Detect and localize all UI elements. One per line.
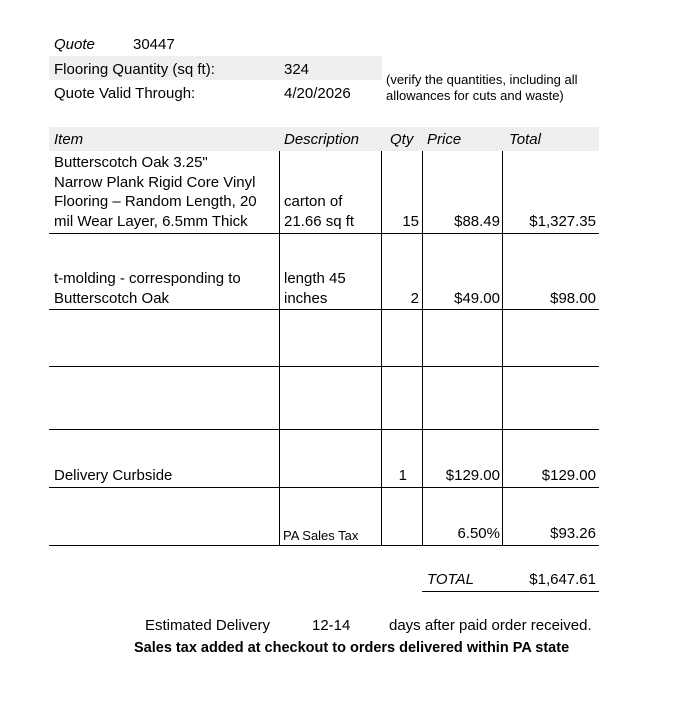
table-row-1-item [54, 153, 257, 231]
table-row-delivery-price: $129.00 [445, 467, 500, 484]
verify-note-line1: (verify the quantities, including all [386, 72, 578, 87]
total-label: TOTAL [427, 571, 474, 588]
quote-number: 30447 [133, 36, 175, 53]
row-line-6 [49, 545, 599, 546]
item-line: Butterscotch Oak [54, 289, 170, 307]
table-row-2-qty: 2 [410, 290, 419, 307]
col-header-total: Total [509, 131, 541, 148]
item-line: Butterscotch Oak 3.25" [54, 154, 208, 171]
total-value: $1,647.61 [529, 571, 596, 588]
col-divider-3 [422, 151, 423, 545]
estimated-delivery-suffix: days after paid order received. [389, 617, 592, 634]
sales-tax-amount: $93.26 [550, 525, 596, 542]
estimated-delivery-value: 12-14 [312, 617, 351, 634]
flooring-quantity-label: Flooring Quantity (sq ft): [54, 61, 215, 78]
flooring-quantity-value: 324 [284, 61, 310, 78]
col-divider-2 [381, 151, 382, 545]
desc-line: length 45 [284, 270, 346, 287]
sales-tax-rate: 6.50% [457, 525, 500, 542]
quote-label: Quote [54, 36, 95, 53]
desc-line: inches [284, 289, 328, 307]
col-divider-4 [502, 151, 503, 545]
table-row-1-qty: 15 [402, 213, 419, 230]
row-line-3 [49, 366, 599, 367]
col-header-item: Item [54, 131, 84, 148]
table-row-delivery-item: Delivery Curbside [54, 467, 173, 484]
row-line-1 [49, 233, 599, 234]
table-row-delivery-total: $129.00 [541, 467, 596, 484]
sales-tax-note: Sales tax added at checkout to orders delivered within PA state [134, 640, 570, 656]
total-underline [422, 591, 599, 592]
table-row-1-price: $88.49 [454, 213, 500, 230]
quote-valid-value: 4/20/2026 [284, 85, 351, 102]
table-row-2-price: $49.00 [454, 290, 500, 307]
estimated-delivery-label: Estimated Delivery [145, 617, 271, 634]
item-line: Narrow Plank Rigid Core Vinyl [54, 173, 256, 191]
table-row-2-description [284, 269, 346, 308]
table-row-1-total: $1,327.35 [529, 213, 596, 230]
col-header-description: Description [284, 131, 360, 148]
desc-line: 21.66 sq ft [284, 212, 355, 230]
item-line: t-molding - corresponding to [54, 270, 241, 287]
table-row-2-item [54, 269, 241, 308]
table-row-1-description [284, 192, 354, 231]
row-line-5 [49, 487, 599, 488]
table-row-2-total: $98.00 [550, 290, 596, 307]
item-line: Flooring – Random Length, 20 [54, 193, 257, 210]
desc-line: carton of [284, 193, 343, 210]
item-line: mil Wear Layer, 6.5mm Thick [54, 212, 248, 230]
col-header-qty: Qty [390, 131, 414, 148]
col-header-price: Price [427, 131, 462, 148]
sales-tax-label: PA Sales Tax [283, 528, 359, 543]
row-line-4 [49, 429, 599, 430]
verify-note-line2: allowances for cuts and waste) [386, 88, 564, 103]
quote-valid-label: Quote Valid Through: [54, 85, 196, 102]
col-divider-1 [279, 151, 280, 545]
table-row-delivery-qty: 1 [398, 467, 407, 484]
row-line-2 [49, 309, 599, 310]
